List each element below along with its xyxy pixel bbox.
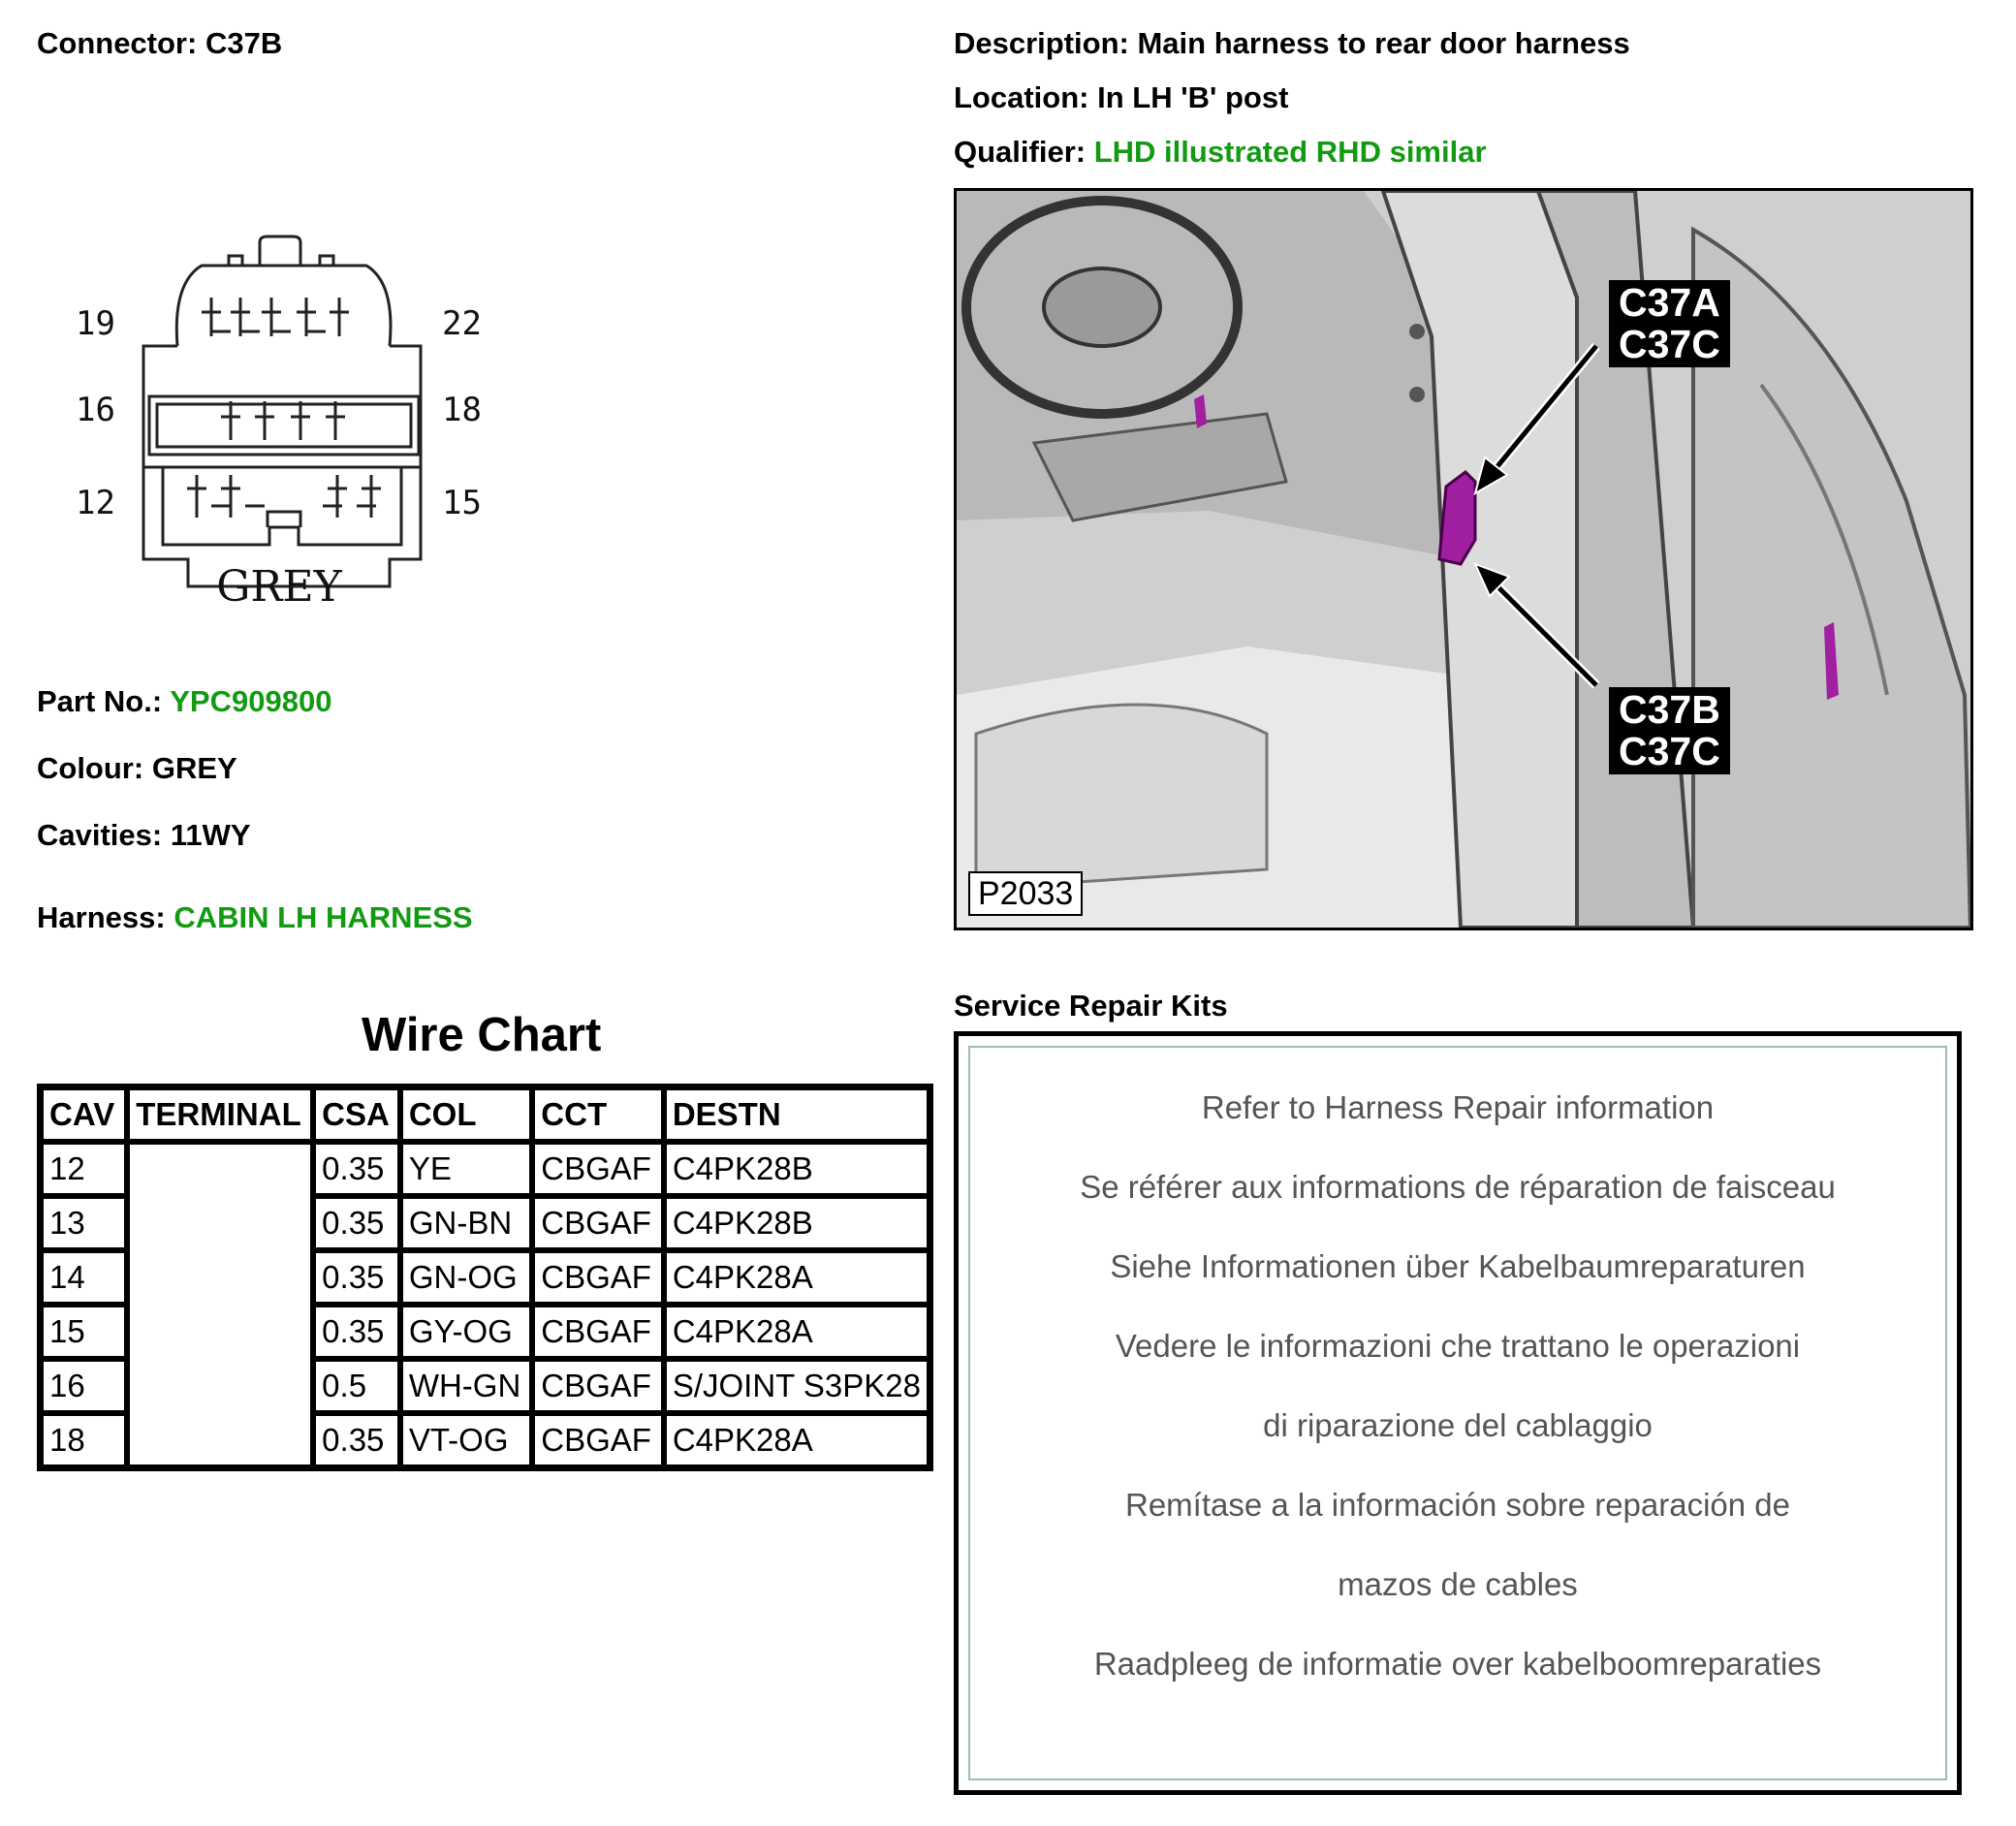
connector-field [37, 26, 282, 61]
cell-cav: 12 [41, 1142, 127, 1196]
pin-label-mid-right: 18 [442, 391, 482, 429]
cell-terminal [127, 1359, 313, 1413]
repair-kits-inner-frame [968, 1046, 1947, 1780]
cell-cav: 16 [41, 1359, 127, 1413]
colour-label: Colour: [37, 751, 144, 785]
cell-csa: 0.35 [313, 1305, 400, 1359]
cell-destn: C4PK28A [664, 1413, 929, 1467]
cell-csa: 0.35 [313, 1413, 400, 1467]
repair-kits-title: Service Repair Kits [954, 989, 1228, 1023]
table-row [41, 1142, 929, 1196]
colour-field [37, 751, 237, 786]
wire-chart-title: Wire Chart [362, 1009, 602, 1061]
cell-col: YE [400, 1142, 532, 1196]
col-header-col: COL [400, 1087, 532, 1142]
pin-label-mid-left: 16 [76, 391, 115, 429]
pin-label-top-left: 19 [76, 304, 115, 343]
harness-field [37, 900, 473, 935]
harness-value: CABIN LH HARNESS [173, 900, 473, 934]
cell-cct: CBGAF [532, 1359, 664, 1413]
connector-label: Connector: [37, 26, 198, 60]
cell-destn: C4PK28B [664, 1142, 929, 1196]
cell-destn: C4PK28B [664, 1196, 929, 1250]
qualifier-value: LHD illustrated RHD similar [1093, 135, 1487, 169]
table-row [41, 1250, 929, 1305]
callout-upper-line-1: C37A [1619, 280, 1720, 325]
cell-cav: 18 [41, 1413, 127, 1467]
cavities-value: 11WY [170, 818, 251, 852]
cell-col: GN-OG [400, 1250, 532, 1305]
repair-kit-line: Remítase a la información sobre reparación de [1124, 1487, 1791, 1523]
table-row [41, 1359, 929, 1413]
cell-destn: C4PK28A [664, 1305, 929, 1359]
col-header-destn: DESTN [664, 1087, 929, 1142]
cell-terminal [127, 1196, 313, 1250]
location-illustration [954, 188, 1973, 930]
vehicle-interior-drawing [957, 191, 1970, 928]
part-no-value: YPC909800 [170, 684, 332, 718]
cell-cct: CBGAF [532, 1250, 664, 1305]
cell-cav: 13 [41, 1196, 127, 1250]
col-header-cct: CCT [532, 1087, 664, 1142]
cell-csa: 0.35 [313, 1196, 400, 1250]
cell-cct: CBGAF [532, 1305, 664, 1359]
cell-destn: S/JOINT S3PK28 [664, 1359, 929, 1413]
cell-cct: CBGAF [532, 1196, 664, 1250]
cell-csa: 0.35 [313, 1250, 400, 1305]
figure-reference-code: P2033 [968, 871, 1083, 916]
pin-label-bot-right: 15 [442, 484, 482, 522]
cell-destn: C4PK28A [664, 1250, 929, 1305]
part-no-field [37, 684, 331, 719]
wire-chart-table [37, 1084, 933, 1471]
cell-terminal [127, 1142, 313, 1196]
repair-kit-line: Raadpleeg de informatie over kabelboomreparaties [1093, 1646, 1822, 1682]
description-label: Description: [954, 26, 1129, 60]
col-header-cav: CAV [41, 1087, 127, 1142]
cavities-label: Cavities: [37, 818, 163, 852]
col-header-terminal: TERMINAL [127, 1087, 313, 1142]
pin-label-bot-left: 12 [76, 484, 115, 522]
description-value: Main harness to rear door harness [1137, 26, 1630, 60]
connector-value: C37B [205, 26, 283, 60]
table-row [41, 1196, 929, 1250]
cell-csa: 0.35 [313, 1142, 400, 1196]
repair-kit-line: Refer to Harness Repair information [1201, 1089, 1715, 1125]
cell-col: WH-GN [400, 1359, 532, 1413]
cell-csa: 0.5 [313, 1359, 400, 1413]
cell-terminal [127, 1250, 313, 1305]
repair-kit-line: di riparazione del cablaggio [1263, 1407, 1653, 1443]
cell-cav: 14 [41, 1250, 127, 1305]
callout-lower-connectors [1609, 687, 1730, 774]
part-no-label: Part No.: [37, 684, 163, 718]
diagram-colour-caption: GREY [216, 562, 342, 612]
callout-lower-line-2: C37C [1619, 729, 1720, 773]
repair-kit-line: Vedere le informazioni che trattano le operazioni [1115, 1328, 1801, 1364]
location-label: Location: [954, 80, 1089, 114]
location-field [954, 80, 1288, 115]
pin-label-top-right: 22 [442, 304, 482, 343]
cell-cct: CBGAF [532, 1142, 664, 1196]
colour-value: GREY [151, 751, 237, 785]
repair-kit-line: mazos de cables [1338, 1566, 1578, 1602]
cell-terminal [127, 1413, 313, 1467]
connector-face-diagram [66, 225, 512, 622]
table-row [41, 1305, 929, 1359]
repair-kits-box [954, 1031, 1962, 1795]
repair-kit-line: Siehe Informationen über Kabelbaumreparaturen [1110, 1248, 1806, 1284]
cell-col: GN-BN [400, 1196, 532, 1250]
cell-terminal [127, 1305, 313, 1359]
repair-kit-line: Se référer aux informations de réparation de faisceau [1080, 1169, 1836, 1205]
cell-col: GY-OG [400, 1305, 532, 1359]
callout-upper-connectors [1609, 280, 1730, 367]
cavities-field [37, 818, 251, 853]
harness-label: Harness: [37, 900, 166, 934]
table-header-row [41, 1087, 929, 1142]
cell-cav: 15 [41, 1305, 127, 1359]
qualifier-label: Qualifier: [954, 135, 1087, 169]
callout-upper-line-2: C37C [1619, 322, 1720, 366]
qualifier-field [954, 135, 1487, 170]
location-value: In LH 'B' post [1097, 80, 1289, 114]
callout-lower-line-1: C37B [1619, 687, 1720, 732]
cell-cct: CBGAF [532, 1413, 664, 1467]
description-field [954, 26, 1630, 61]
cell-col: VT-OG [400, 1413, 532, 1467]
table-row [41, 1413, 929, 1467]
col-header-csa: CSA [313, 1087, 400, 1142]
